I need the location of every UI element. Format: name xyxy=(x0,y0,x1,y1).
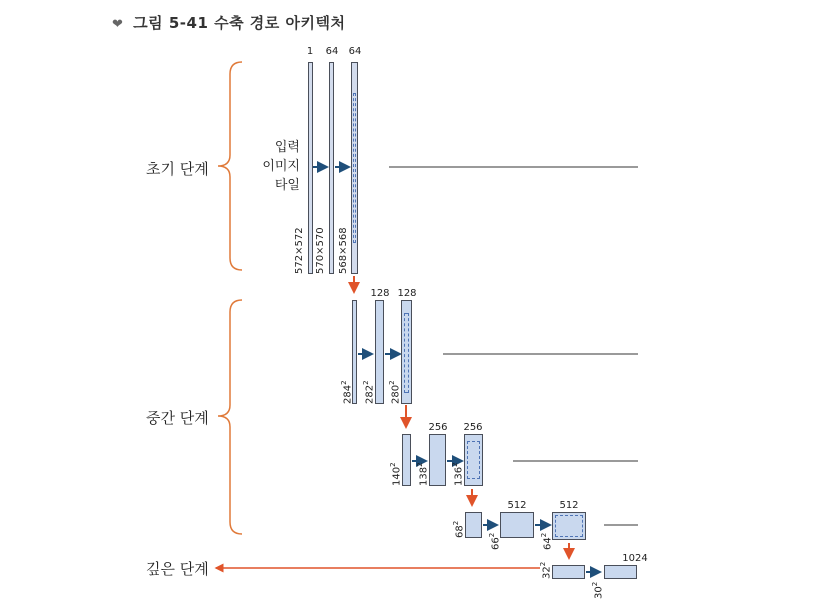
feature-map-l2-conv2 xyxy=(401,300,412,404)
feature-map-l2-conv1 xyxy=(375,300,384,404)
stage-label-deep: 깊은 단계 xyxy=(146,560,209,578)
channel-label: 512 xyxy=(559,500,579,511)
heart-icon: ❤ xyxy=(112,17,124,32)
feature-map-l4-conv2 xyxy=(552,512,586,540)
size-label: $138^2$ xyxy=(416,462,430,486)
stage-label-middle: 중간 단계 xyxy=(146,409,209,427)
feature-map-l4-pool xyxy=(465,512,482,538)
size-label: $136^2$ xyxy=(451,462,465,486)
size-label: $68^2$ xyxy=(452,520,466,538)
stage-label-early: 초기 단계 xyxy=(146,160,209,178)
channel-label: 64 xyxy=(325,46,339,57)
size-label: $64^2$ xyxy=(540,532,554,550)
size-label: $284^2$ xyxy=(340,380,354,404)
figure-title-text: 그림 5-41 수축 경로 아키텍처 xyxy=(133,14,346,32)
feature-map-l3-conv1 xyxy=(429,434,446,486)
feature-map-l1-conv2 xyxy=(351,62,358,274)
feature-map-l4-conv1 xyxy=(500,512,534,538)
size-label: 572×572 xyxy=(294,227,305,274)
channel-label: 256 xyxy=(463,422,483,433)
channel-label: 64 xyxy=(348,46,362,57)
channel-label: 256 xyxy=(428,422,448,433)
channel-label: 1 xyxy=(306,46,314,57)
channel-label: 128 xyxy=(397,288,417,299)
size-label: $140^2$ xyxy=(389,462,403,486)
size-label: $66^2$ xyxy=(488,532,502,550)
channel-label: 512 xyxy=(507,500,527,511)
brace-middle xyxy=(218,300,242,534)
feature-map-l1-conv1 xyxy=(329,62,334,274)
size-label: $30^2$ xyxy=(591,581,605,599)
size-label: $280^2$ xyxy=(388,380,402,404)
input-label-line-3: 타일 xyxy=(274,178,300,193)
feature-map-l3-pool xyxy=(402,434,411,486)
input-label-line-2: 이미지 xyxy=(262,159,300,174)
input-label-line-1: 입력 xyxy=(274,140,300,155)
size-label: $32^2$ xyxy=(539,561,553,579)
size-label: 570×570 xyxy=(315,227,326,274)
size-label: 568×568 xyxy=(338,227,349,274)
feature-map-l3-conv2 xyxy=(464,434,483,486)
feature-map-l5-conv1 xyxy=(604,565,637,579)
brace-early xyxy=(218,62,242,270)
size-label: $282^2$ xyxy=(362,380,376,404)
feature-map-l5-pool xyxy=(552,565,585,579)
channel-label: 1024 xyxy=(622,553,648,564)
feature-map-l1-input xyxy=(308,62,313,274)
channel-label: 128 xyxy=(370,288,390,299)
